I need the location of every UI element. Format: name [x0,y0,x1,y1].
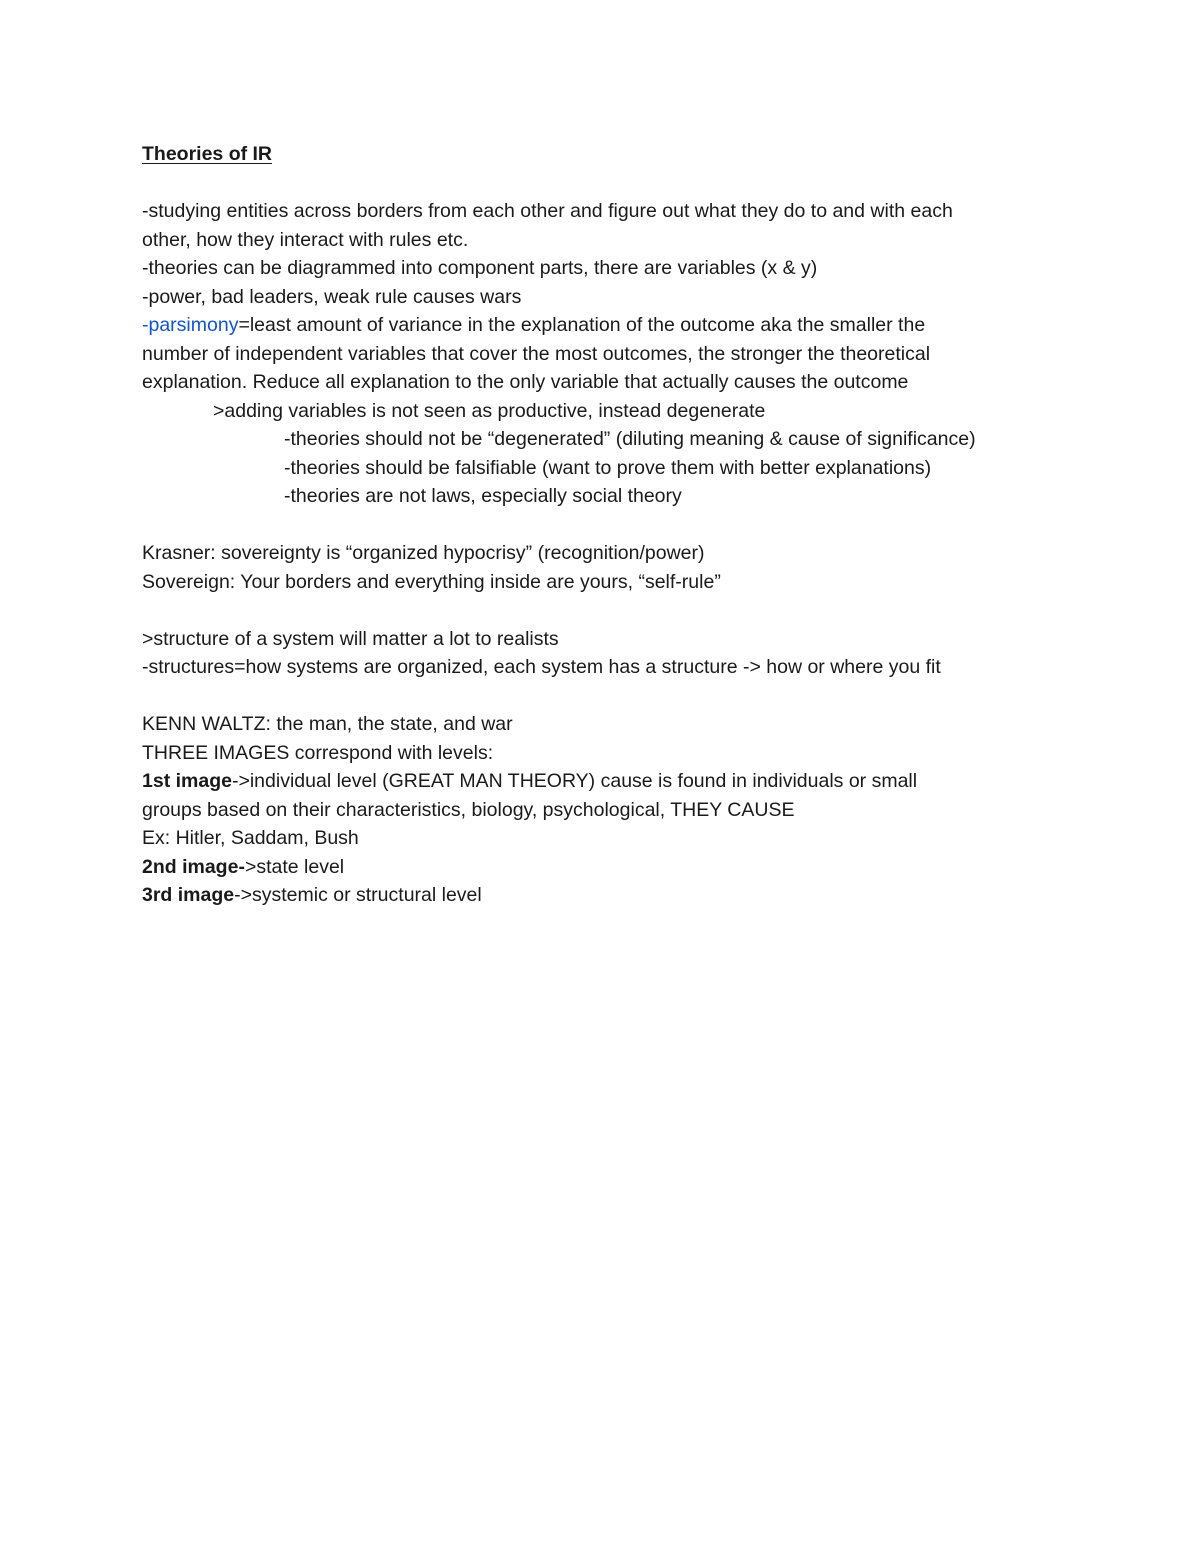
third-image-text: ->systemic or structural level [234,884,482,906]
parsimony-line-3: explanation. Reduce all explanation to the only variable that actually causes the outcome [142,371,909,393]
spacer [142,511,1082,540]
first-image-line [142,767,1082,796]
spacer [142,596,1082,625]
document-body [142,140,1082,910]
parsimony-definition: =least amount of variance in the explanation of the outcome aka the smaller the [238,314,926,336]
parsimony-term: -parsimony [142,314,239,336]
intro-line-2: other, how they interact with rules etc. [142,228,469,251]
parsimony-line-1 [142,311,1082,340]
spacer [142,169,1082,198]
document-title: Theories of IR [142,143,273,165]
second-image-label: 2nd image- [142,855,245,878]
parsimony-sub-point: >adding variables is not seen as productive, instead degenerate [213,399,766,422]
third-image-label: 3rd image [142,884,235,906]
structure-line-1: >structure of a system will matter a lot to realists [142,627,559,650]
structure-line-2: -structures=how systems are organized, each system has a structure -> how or where you fit [142,656,941,678]
parsimony-line-2: number of independent variables that cover the most outcomes, the stronger the theoretical [142,342,931,365]
parsimony-sub-sub-point-3: -theories are not laws, especially social theory [284,485,682,507]
intro-line-1: -studying entities across borders from each other and figure out what they do to and with each [142,200,953,222]
waltz-line-2: THREE IMAGES correspond with levels: [142,741,494,764]
sovereign-line: Sovereign: Your borders and everything inside are yours, “self-rule” [142,570,721,593]
first-image-text: ->individual level (GREAT MAN THEORY) cause is found in individuals or small [231,770,918,792]
first-image-label: 1st image [142,770,232,792]
third-image-line [142,881,1082,910]
intro-line-3: -theories can be diagrammed into component parts, there are variables (x & y) [142,257,818,279]
first-image-line-2: groups based on their characteristics, biology, psychological, THEY CAUSE [142,798,795,821]
krasner-line: Krasner: sovereignty is “organized hypocrisy” (recognition/power) [142,542,705,564]
waltz-line-1: KENN WALTZ: the man, the state, and war [142,713,513,735]
example-line: Ex: Hitler, Saddam, Bush [142,827,359,849]
spacer [142,682,1082,711]
intro-line-4: -power, bad leaders, weak rule causes wars [142,285,522,308]
second-image-line [142,853,1082,882]
second-image-text: >state level [244,855,345,878]
parsimony-sub-sub-point-1: -theories should not be “degenerated” (diluting meaning & cause of significance) [284,428,976,450]
parsimony-sub-sub-point-2: -theories should be falsifiable (want to prove them with better explanations) [284,456,932,479]
